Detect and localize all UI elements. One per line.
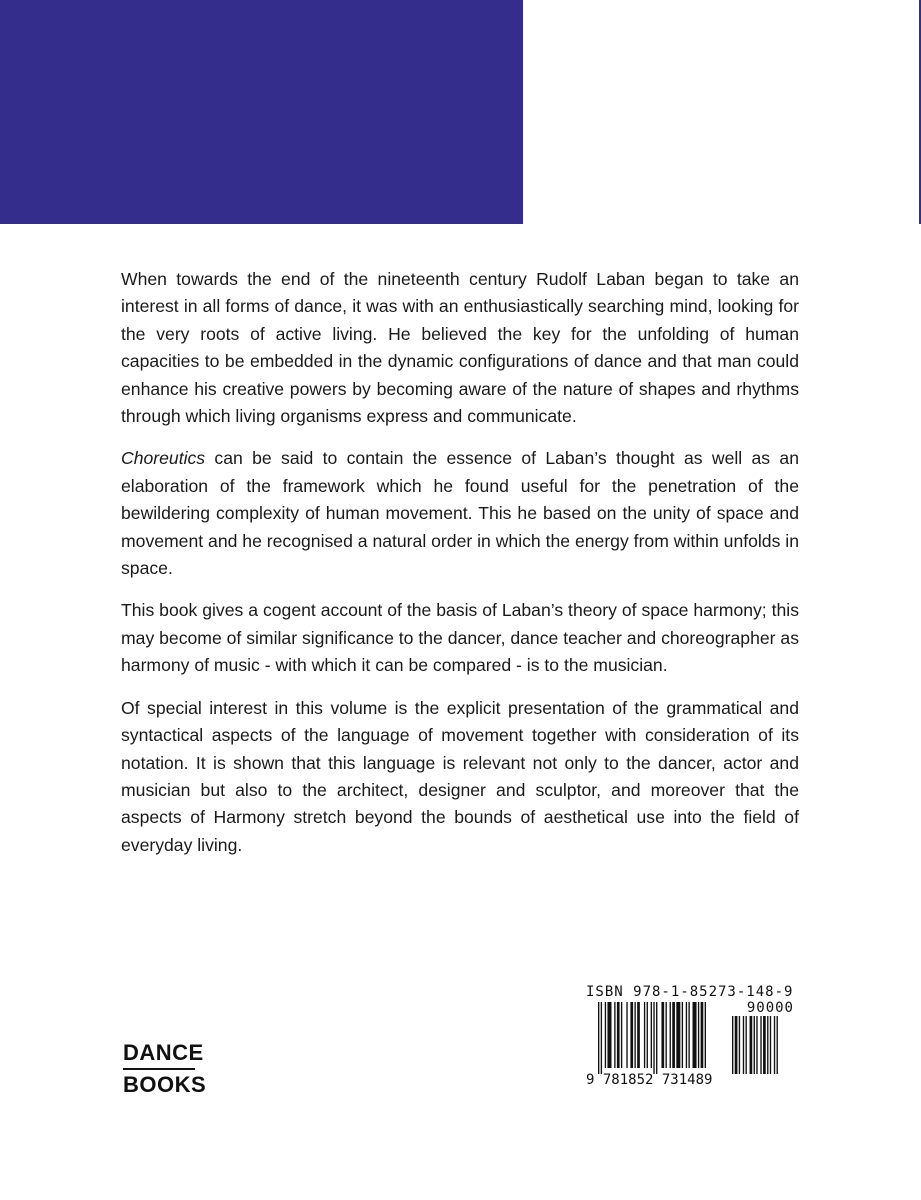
barcode-bar [676,1002,680,1068]
barcode-bar [693,1002,697,1068]
barcode-bar [672,1002,675,1068]
publisher-logo-line-2: BOOKS [123,1072,207,1097]
barcode-addon-bar [746,1016,747,1074]
barcode-bar [626,1002,627,1068]
publisher-logo [123,1038,207,1100]
barcode-addon-bar [732,1016,733,1074]
blurb-paragraph-2-text: can be said to contain the essence of Laban’s thought as well as an elaboration of the framework which he found useful for the penetration of the bewildering complexity of human movement. This he based on the unity of space and movement and he recognised a natural order in which the energy from within unfolds in space. [121,448,799,579]
barcode-bar [682,1002,683,1068]
barcode-bar [698,1002,699,1068]
barcode-bar [637,1002,640,1068]
barcode-bar [688,1002,689,1068]
publisher-logo-line-1: DANCE [123,1038,195,1070]
barcode-addon-bar [760,1016,761,1074]
book-title-italic: Choreutics [121,448,206,469]
barcode-addon-bar [754,1016,755,1074]
barcode-bar [701,1002,704,1068]
barcode-bar [666,1002,667,1068]
barcode-bars [586,1002,798,1074]
barcode-bar [647,1002,648,1068]
barcode-addon-bar [774,1016,775,1074]
barcode-bar [630,1002,633,1068]
isbn-label: ISBN 978-1-85273-148-9 [586,984,794,1000]
barcode-addon-bar [763,1016,766,1074]
barcode-bar [670,1002,671,1068]
barcode-bar [601,1002,602,1074]
barcode-bar [605,1002,606,1068]
barcode-bar [686,1002,687,1068]
barcode-bar [598,1002,599,1074]
barcode-addon-bar [770,1016,771,1074]
blurb-paragraph-3: This book gives a cogent account of the basis of Laban’s theory of space harmony; this may become of similar significance to the dancer, dance teacher and choreographer as harmony of music - with which it can be compared - is to the musician. [121,600,799,676]
barcode-bar [653,1002,654,1074]
ean-digits: 9 781852 731489 [586,1072,713,1088]
barcode-addon-bar [767,1016,768,1074]
barcode-addon-bar [777,1016,778,1074]
barcode-bar [651,1002,652,1068]
barcode-addon-bar [743,1016,744,1074]
barcode-bar [617,1002,620,1068]
barcode-addon-bar [750,1016,753,1074]
barcode-bar [656,1002,657,1074]
barcode-addon-bar [739,1016,740,1074]
barcode-bar [621,1002,622,1068]
blurb-paragraph-1: When towards the end of the nineteenth century Rudolf Laban began to take an interest in all forms of dance, it was with an enthusiastically searching mind, looking for the very roots of active living. He believed the key for the unfolding of human capacities to be embedded in the dynamic configurations of dance and that man could enhance his creative powers by becoming aware of the nature of shapes and rhythms through which living organisms express and communicate. [121,269,799,427]
barcode-bar [705,1002,706,1068]
back-cover-blurb [121,266,799,874]
blurb-paragraph-2 [121,445,799,582]
barcode-addon-bar [735,1016,738,1074]
blurb-paragraph-4: Of special interest in this volume is the explicit presentation of the grammatical and syntactical aspects of the language of movement together with consideration of its notation. It is shown that this language is relevant not only to the dancer, actor and musician but also to the architect, designer and sculptor, and moreover that the aspects of Harmony stretch beyond the bounds of aesthetical use into the field of everyday living. [121,697,799,855]
isbn-barcode [586,984,798,1106]
barcode-addon-bar [756,1016,757,1074]
barcode-bar [614,1002,615,1068]
barcode-bar [644,1002,645,1068]
price-code: 90000 [746,1000,794,1016]
barcode-bar [607,1002,611,1068]
barcode-bar [634,1002,635,1068]
barcode-bar [661,1002,664,1068]
cover-color-block [0,0,523,224]
